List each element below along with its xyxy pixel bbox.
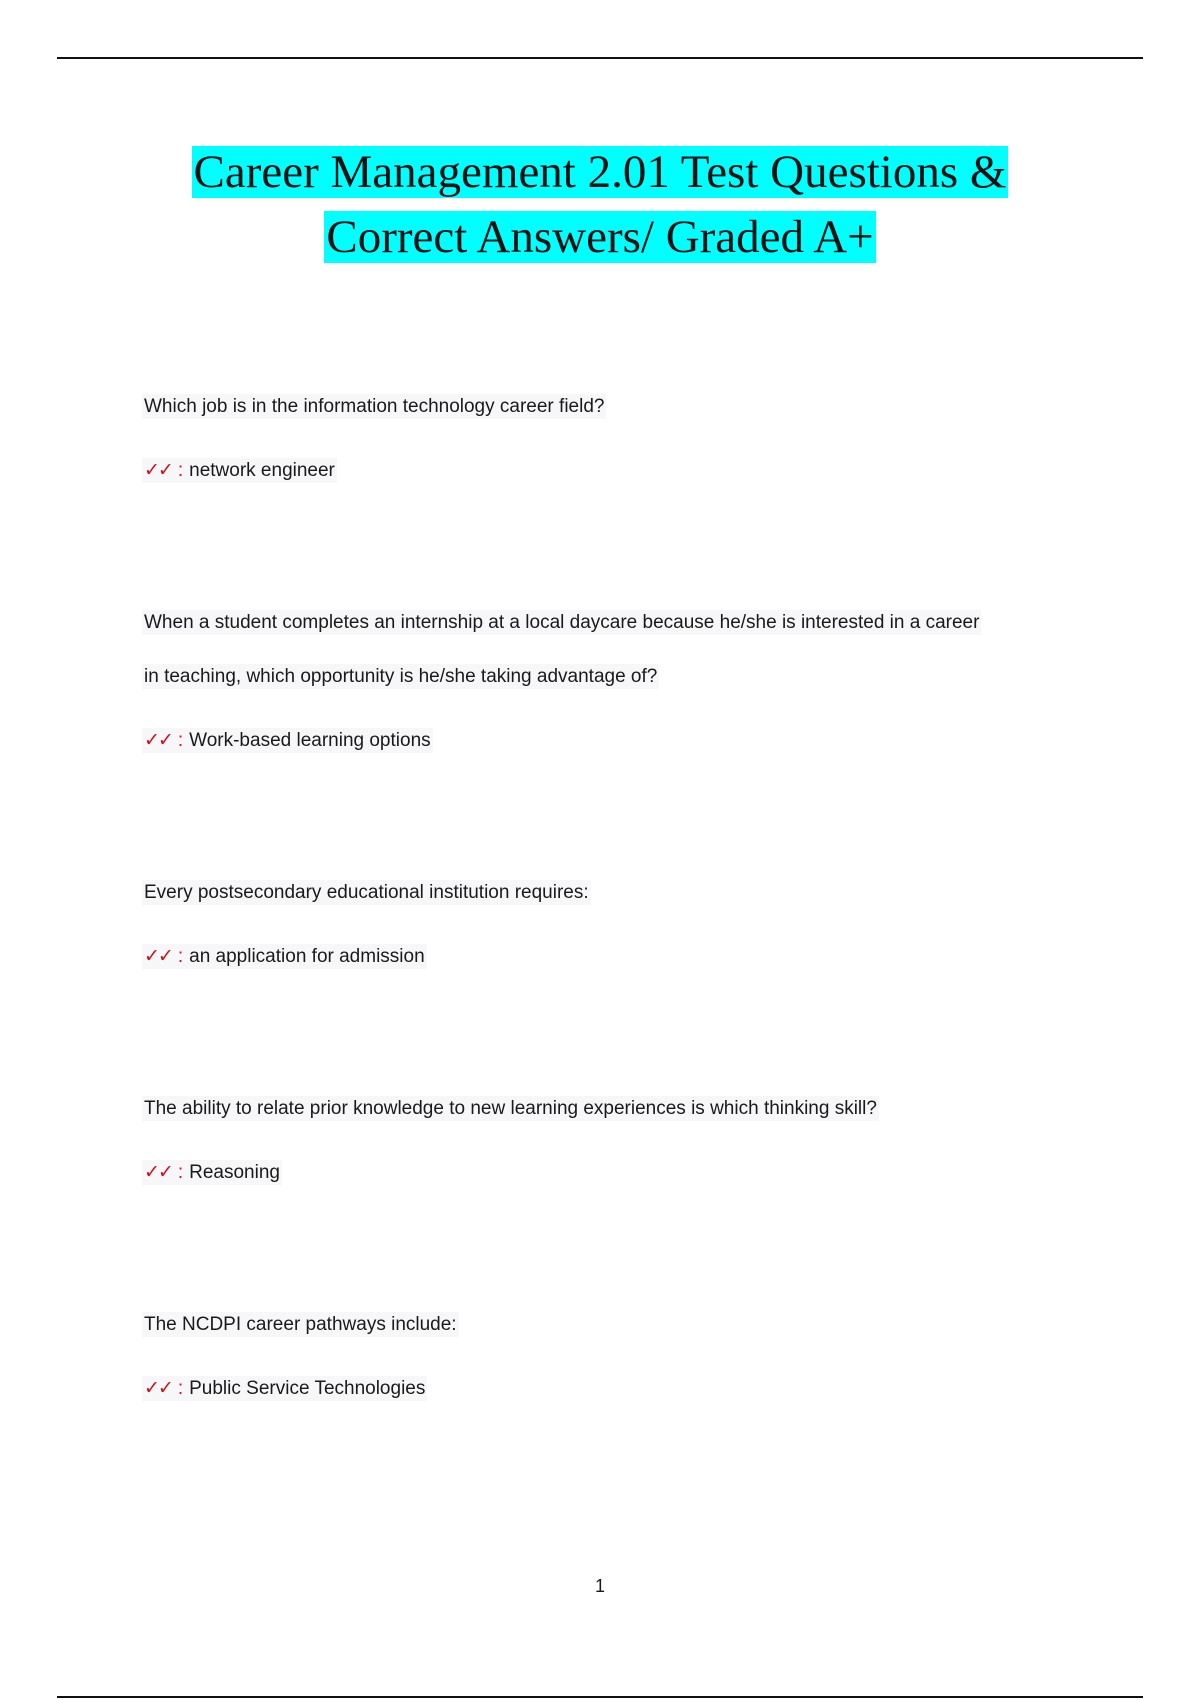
answer-prefix: : [177, 1378, 184, 1399]
document-title [100, 140, 1100, 270]
answer-1 [144, 452, 1064, 489]
answer-text: Work-based learning options [189, 730, 431, 751]
qa-item-2 [144, 596, 1064, 759]
title-line-1: Career Management 2.01 Test Questions & [193, 146, 1007, 198]
question-text: The NCDPI career pathways include: [144, 1314, 457, 1335]
footer-rule [57, 1696, 1143, 1698]
question-1 [144, 380, 1064, 434]
answer-text: network engineer [189, 460, 335, 481]
page-number: 1 [594, 1576, 605, 1596]
question-text: The ability to relate prior knowledge to new learning experiences is which thinking skill? [144, 1098, 877, 1119]
check-mark-icon: ✓✓ [144, 729, 172, 751]
question-2 [144, 596, 1064, 704]
question-4 [144, 1082, 1064, 1136]
question-5 [144, 1298, 1064, 1352]
answer-5 [144, 1370, 1064, 1407]
check-mark-icon: ✓✓ [144, 945, 172, 967]
answer-text: an application for admission [189, 946, 425, 967]
answer-3 [144, 938, 1064, 975]
answer-2 [144, 722, 1064, 759]
answer-text: Reasoning [189, 1162, 280, 1183]
qa-item-3 [144, 866, 1064, 975]
answer-4 [144, 1154, 1064, 1191]
check-mark-icon: ✓✓ [144, 1377, 172, 1399]
question-text: Which job is in the information technology career field? [144, 396, 605, 417]
title-line-2: Correct Answers/ Graded A+ [326, 211, 874, 263]
check-mark-icon: ✓✓ [144, 459, 172, 481]
answer-prefix: : [177, 1162, 184, 1183]
question-text: Every postsecondary educational institution requires: [144, 882, 589, 903]
question-text-line-2: in teaching, which opportunity is he/she taking advantage of? [144, 666, 658, 687]
qa-item-1 [144, 380, 1064, 489]
answer-prefix: : [177, 460, 184, 481]
answer-prefix: : [177, 946, 184, 967]
question-3 [144, 866, 1064, 920]
question-text-line-1: When a student completes an internship at a local daycare because he/she is interested in a career [144, 612, 980, 633]
answer-text: Public Service Technologies [189, 1378, 426, 1399]
answer-prefix: : [177, 730, 184, 751]
qa-item-5 [144, 1298, 1064, 1407]
qa-item-4 [144, 1082, 1064, 1191]
check-mark-icon: ✓✓ [144, 1161, 172, 1183]
header-rule [57, 57, 1143, 59]
